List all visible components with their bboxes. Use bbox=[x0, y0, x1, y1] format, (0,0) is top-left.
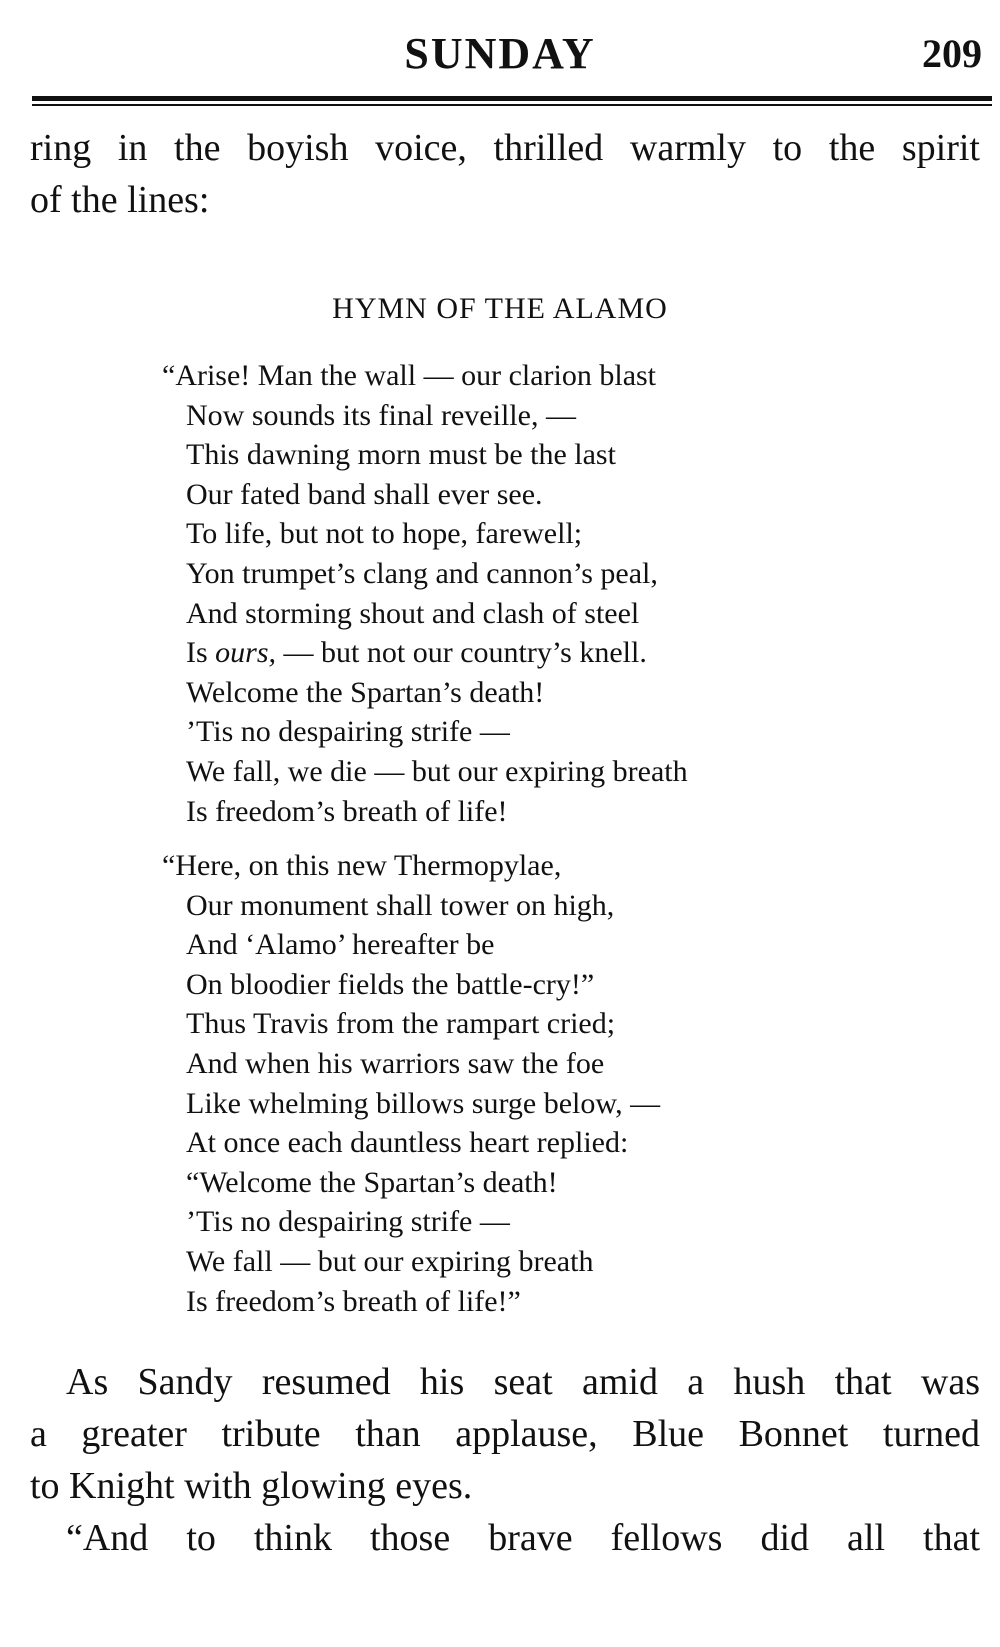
poem-stanza-1 bbox=[162, 356, 688, 831]
verse-line: “Welcome the Spartan’s death! bbox=[186, 1165, 558, 1199]
poem-stanza-2 bbox=[162, 846, 660, 1321]
verse-line-mixed bbox=[162, 633, 688, 673]
verse-line-end: — but not our country’s knell. bbox=[276, 636, 647, 670]
verse-line: And storming shout and clash of steel bbox=[186, 596, 640, 630]
verse-line-start: Is bbox=[186, 636, 216, 670]
verse-line: Our monument shall tower on high, bbox=[186, 888, 615, 922]
verse-line: This dawning morn must be the last bbox=[186, 438, 616, 472]
header-rule-thin bbox=[32, 104, 992, 106]
closing-line-3: to Knight with glowing eyes. bbox=[30, 1465, 473, 1507]
intro-line-1: ring in the boyish voice, thrilled warmly to the spirit bbox=[30, 127, 980, 169]
verse-line: We fall, we die — but our expiring breath bbox=[186, 754, 688, 788]
verse-line-italic: ours, bbox=[215, 636, 277, 670]
closing-paragraph bbox=[30, 1356, 980, 1512]
closing-line-2: a greater tribute than applause, Blue Bonnet turned bbox=[30, 1413, 980, 1455]
intro-paragraph bbox=[30, 122, 980, 226]
verse-line: At once each dauntless heart replied: bbox=[186, 1126, 629, 1160]
verse-line: Is freedom’s breath of life!” bbox=[186, 1284, 521, 1318]
verse-line: Thus Travis from the rampart cried; bbox=[186, 1007, 616, 1041]
header-rule-thick bbox=[32, 96, 992, 101]
closing-line-1: As Sandy resumed his seat amid a hush that was bbox=[66, 1361, 980, 1403]
verse-line: “Arise! Man the wall — our clarion blast bbox=[162, 359, 657, 392]
verse-line: On bloodier fields the battle-cry!” bbox=[186, 967, 595, 1001]
page-number: 209 bbox=[922, 31, 982, 76]
closing-line-4: “And to think those brave fellows did all that bbox=[66, 1517, 980, 1559]
verse-line: Like whelming billows surge below, — bbox=[186, 1086, 661, 1120]
verse-line: And ‘Alamo’ hereafter be bbox=[186, 928, 495, 962]
verse-line: And when his warriors saw the foe bbox=[186, 1046, 605, 1080]
verse-line: Is freedom’s breath of life! bbox=[186, 794, 508, 828]
chapter-title: SUNDAY bbox=[404, 29, 596, 78]
running-head bbox=[0, 22, 1000, 82]
verse-line: ’Tis no despairing strife — bbox=[186, 715, 510, 749]
poem-title: HYMN OF THE ALAMO bbox=[332, 292, 668, 325]
verse-line: Yon trumpet’s clang and cannon’s peal, bbox=[186, 556, 658, 590]
verse-line: We fall — but our expiring breath bbox=[186, 1244, 594, 1278]
verse-line: To life, but not to hope, farewell; bbox=[186, 517, 583, 551]
next-paragraph bbox=[30, 1512, 980, 1564]
verse-line: “Here, on this new Thermopylae, bbox=[162, 849, 562, 882]
verse-line: Welcome the Spartan’s death! bbox=[186, 675, 545, 709]
verse-line: Our fated band shall ever see. bbox=[186, 477, 543, 511]
verse-line: ’Tis no despairing strife — bbox=[186, 1205, 510, 1239]
intro-line-2: of the lines: bbox=[30, 179, 210, 221]
verse-line: Now sounds its final reveille, — bbox=[186, 398, 576, 432]
